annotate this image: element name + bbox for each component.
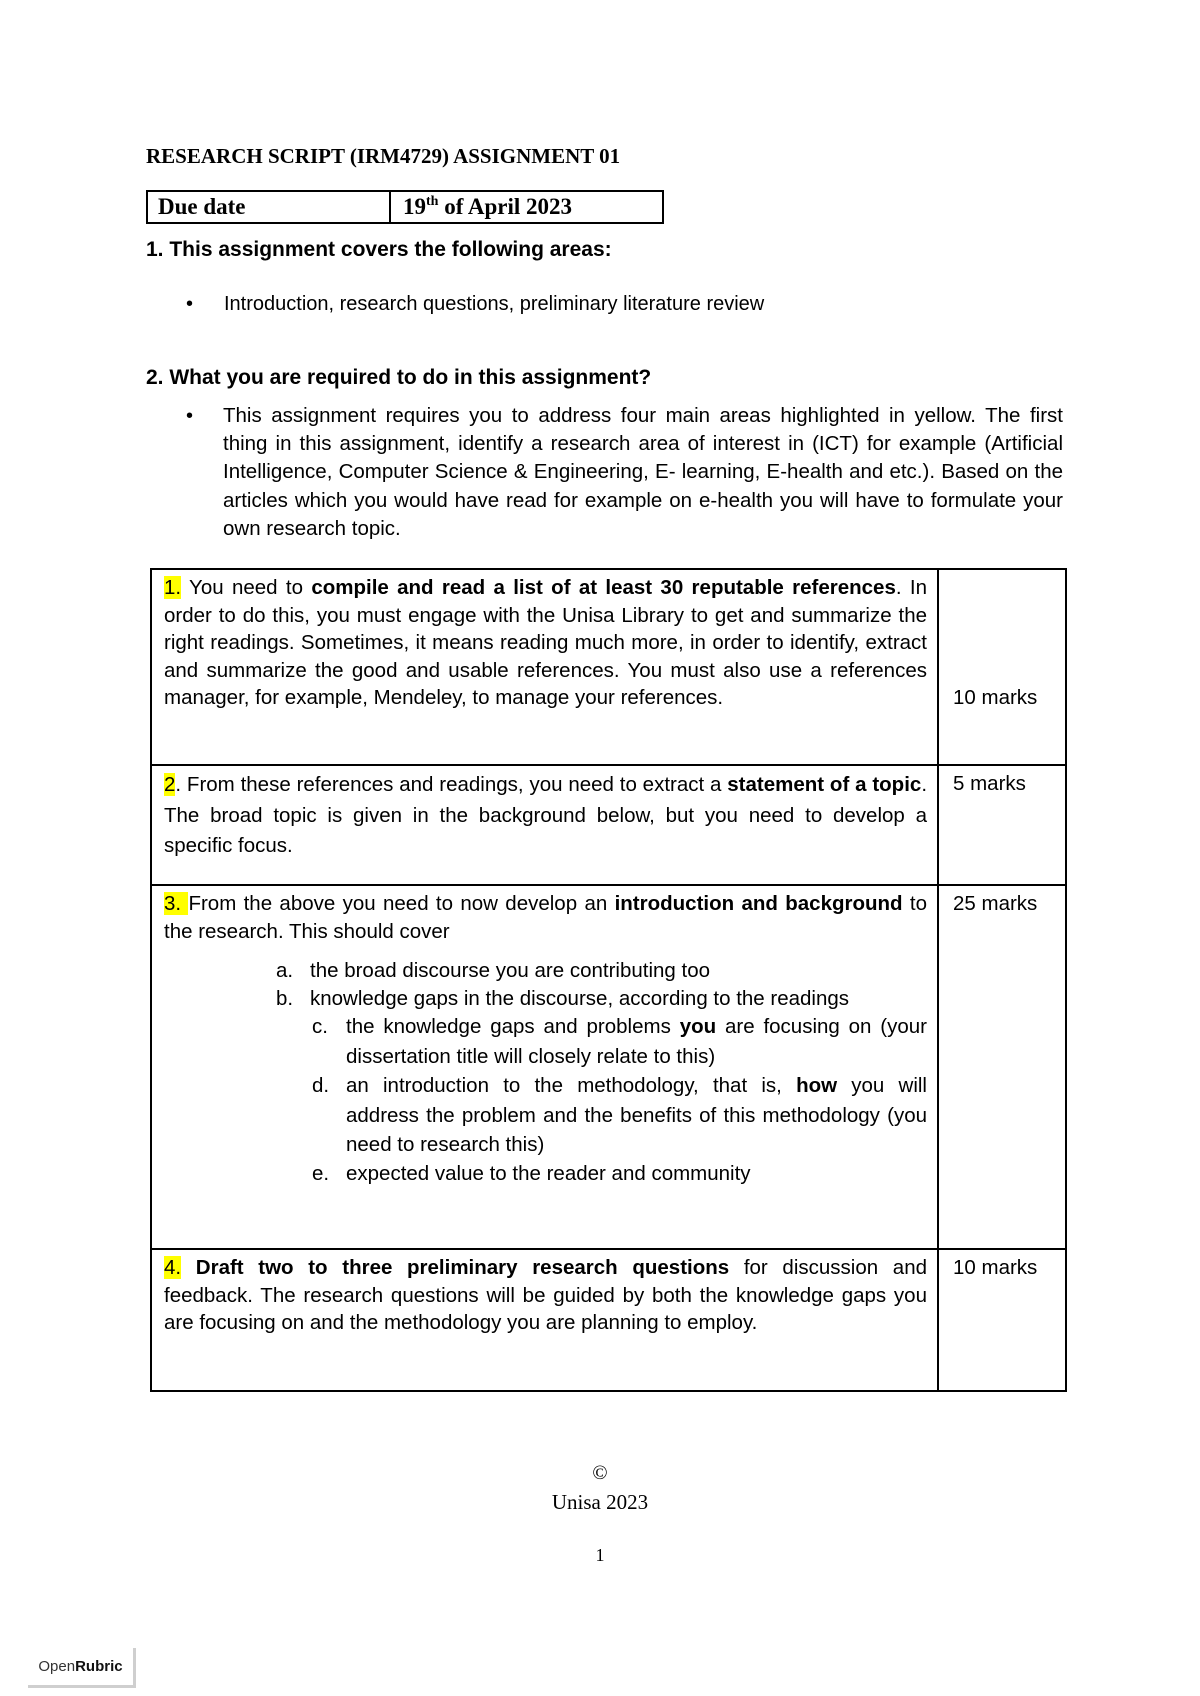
footer-org: Unisa 2023 (551, 1490, 649, 1514)
task-3-marks: 25 marks (953, 892, 1038, 915)
due-date-table (146, 190, 664, 224)
section1-heading: 1. This assignment covers the following areas: (146, 238, 612, 261)
page-number: 1 (595, 1545, 605, 1565)
list-item: a. the broad discourse you are contributing too (276, 959, 711, 982)
task-row-1 (152, 570, 1065, 766)
task-1-marks: 10 marks (953, 686, 1038, 709)
document-title: RESEARCH SCRIPT (IRM4729) ASSIGNMENT 01 (146, 144, 621, 168)
due-date-label: Due date (148, 192, 391, 222)
list-item: c. the knowledge gaps and problems you are focusing on (your dissertation title will closely relate to this) (312, 1015, 927, 1068)
task-4-description: 4. Draft two to three preliminary research questions for discussion and feedback. The research questions will be guided by both the knowledge gaps you are focusing on and the methodology you are planning to employ. (152, 1250, 939, 1390)
task-row-4 (152, 1250, 1065, 1390)
bullet-icon: • (186, 293, 194, 315)
task-3-subitems (276, 957, 927, 1012)
list-item: e. expected value to the reader and community (312, 1161, 751, 1185)
openrubric-logo: Open Rubric (28, 1648, 136, 1688)
task-3-subitems-2 (312, 1012, 927, 1187)
task-3-description: 3. From the above you need to now develop an introduction and background to the research. This should cover a. the broad discourse you are contributing too b. knowledge gaps in the discourse, according to the readings c. the knowledge gaps and problems you are focusing on (your dissertation title will closely relate to this) d. an introduction to the methodology, that is, how you will address the problem and the benefits of this methodology (you need to research this) e. expected value to the reader and community (152, 886, 939, 1248)
section2-heading: 2. What you are required to do in this assignment? (146, 366, 652, 389)
task-row-2 (152, 766, 1065, 886)
task-1-description: 1. You need to compile and read a list of at least 30 reputable references. In order to do this, you must engage with the Unisa Library to get and summarize the right readings. Sometimes, it means reading much more, in order to identify, extract and summarize the good and usable references. You must also use a references manager, for example, Mendeley, to manage your references. (152, 570, 939, 764)
copyright-symbol: © (592, 1462, 608, 1484)
due-date-value: 19th of April 2023 (403, 194, 572, 219)
list-item: b. knowledge gaps in the discourse, according to the readings (276, 986, 850, 1010)
task-2-marks: 5 marks (953, 772, 1026, 795)
section2-bullet-text: This assignment requires you to address four main areas highlighted in yellow. The first thing in this assignment, identify a research area of interest in (ICT) for example (Artificial Intelligence, Computer Science & Engineering, E- learning, E-health and etc.). Based on the articles which you would have read for example on e-health you will have to formulate your own research topic. (223, 404, 1063, 540)
task-4-marks: 10 marks (953, 1256, 1038, 1279)
list-item: d. an introduction to the methodology, that is, how you will address the problem and the benefits of this methodology (you need to research this) (312, 1074, 927, 1156)
task-2-description: 2. From these references and readings, you need to extract a statement of a topic. The broad topic is given in the background below, but you need to develop a specific focus. (152, 766, 939, 884)
task-row-3 (152, 886, 1065, 1250)
task-table (150, 568, 1067, 1392)
